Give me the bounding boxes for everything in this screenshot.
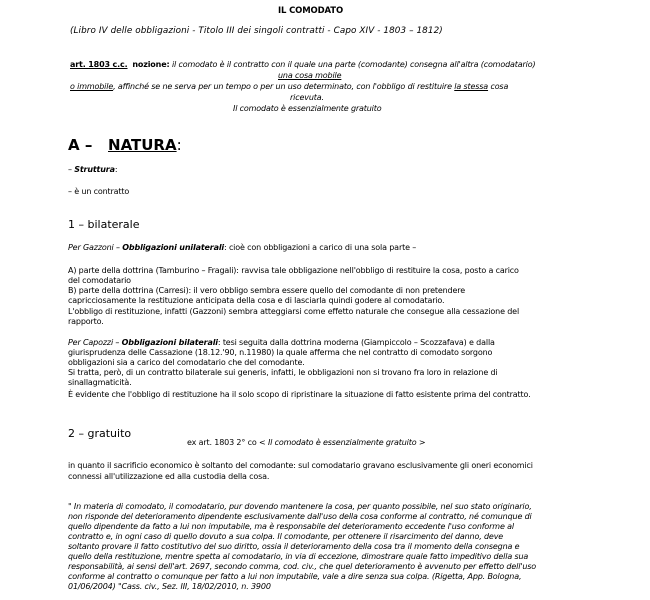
massima-line-4: contratto e, in ogni caso di quello dovuto a sua colpa. Il comodante, per ottenere il risarcimento del danno, deve [68,532,504,541]
point-a-line-1: A) parte della dottrina (Tamburino – Fragali): ravvisa tale obbligazione nell'obbligo di restituire la cosa, posto a carico [68,266,519,275]
point-c-line-1: L'obbligo di restituzione, infatti (Gazzoni) sembra atteggiarsi come effetto naturale che consegue alla cessazione del [68,307,520,316]
point-a-line-2: del comodatario [68,276,131,285]
point-c-line-2: rapporto. [68,317,104,326]
capozzi-line-4: Si tratta, però, di un contratto bilaterale sui generis, infatti, le obbligazioni non si trovano fra loro in relazione di [68,368,498,377]
definition-line-4: ricevuta. [290,93,324,102]
point-b-line-2: capricciosamente la restituzione anticipata della cosa e di lasciarla quindi godere al comodatario. [68,296,445,305]
section-a-heading [68,136,182,154]
gazzoni-bold: Obbligazioni unilaterali [122,243,224,252]
definition-line-5: Il comodato è essenzialmente gratuito [233,104,382,113]
massima-line-9: 01/06/2004) "Cass. civ., Sez. III, 18/02/2010, n. 3900 [68,582,271,591]
capozzi-line [68,338,495,347]
capozzi-line-6: È evidente che l'obbligo di restituzione ha il solo scopo di ripristinare la situazione di fatto esistente prima del contratto. [68,390,531,399]
definition-line-1 [70,60,535,69]
massima-line-6: quello della restituzione, mentre spetta al comodatario, in via di eccezione, dimostrare quale fatto impeditivo della sua [68,552,529,561]
definition-text-3: , affinché se ne serva per un tempo o per un uso determinato, con l'obbligo di restituire [113,82,455,91]
article-ref: art. 1803 c.c. [70,60,128,69]
massima-line-5: soltanto provare il fatto costitutivo del suo diritto, ossia il deterioramento della cosa tra il momento della consegna e [68,542,520,551]
gratuito-line-2: connessi all'utilizzazione ed alla custodia della cosa. [68,472,270,481]
gratuito-ref: ex art. 1803 2° co [187,438,257,447]
page-subtitle: (Libro IV delle obbligazioni - Titolo III dei singoli contratti - Capo XIV - 1803 – 1812) [70,26,443,36]
definition-line-2: una cosa mobile [278,71,342,80]
capozzi-rest: : tesi seguita dalla dottrina moderna (Giampiccolo – Scozzafava) e dalla [217,338,495,347]
capozzi-line-2: giurisprudenza delle Cassazione (18.12.'90, n.11980) la quale afferma che nel contratto di comodato sorgono [68,348,493,357]
struttura-colon: : [114,165,118,174]
massima-line-2: non risponde del deterioramento dipendente esclusivamente dall'uso della cosa conforme al contratto, né comunque di [68,512,532,521]
definition-cosa: cosa [488,82,509,91]
definition-la-stessa: la stessa [454,82,489,91]
struttura-text: Struttura [74,165,115,174]
gratuito-line-1: in quanto il sacrificio economico è soltanto del comodante: sul comodatario gravano esclusivamente gli oneri economici [68,461,533,470]
capozzi-prefix: Per Capozzi – [68,338,122,347]
section-a-name: NATURA [108,136,177,154]
massima-line-1: " In materia di comodato, il comodatario, pur dovendo mantenere la cosa, per quanto possibile, nel suo stato originario, [68,502,532,511]
gratuito-quote: < Il comodato è essenzialmente gratuito > [259,438,426,447]
massima-line-3: quello dipendente da fatto a lui non imputabile, ma è responsabile del deterioramento eccedente l'uso conforme al [68,522,514,531]
gazzoni-rest: : cioè con obbligazioni a carico di una sola parte – [224,243,417,252]
nozione-label: nozione: [132,60,170,69]
gratuito-heading: 2 – gratuito [68,427,132,440]
definition-immobile: o immobile [70,82,114,91]
massima-line-8: conforme al contratto o comunque per fatto a lui non imputabile, vale a dire senza sua colpa. (Rigetta, App. Bologna, [68,572,522,581]
section-a-colon: : [176,136,182,154]
massima-line-7: responsabilità, ai sensi dell'art. 2697, secondo comma, cod. civ., che quel deterioramento è avvenuto per effetto dell'uso [68,562,537,571]
struttura-label: – Struttura: [68,165,118,174]
page-title: IL COMODATO [278,6,344,16]
definition-text-1: il comodato è il contratto con il quale una parte (comodante) consegna all'altra (comodatario) [171,60,536,69]
capozzi-line-5: sinallagmaticità. [68,378,132,387]
struttura-item: – è un contratto [68,187,130,196]
gratuito-ref-line [187,438,425,447]
definition-line-3 [70,82,508,91]
capozzi-line-3: obbligazioni sia a carico del comodatario che del comodante. [68,358,305,367]
point-b-line-1: B) parte della dottrina (Carresi): il vero obbligo sembra essere quello del comodante di non pretendere [68,286,465,295]
gazzoni-prefix: Per Gazzoni – [68,243,123,252]
bilaterale-heading: 1 – bilaterale [68,218,140,231]
section-a-letter: A – [68,136,93,154]
gazzoni-line [68,243,416,252]
capozzi-bold: Obbligazioni bilaterali [121,338,218,347]
